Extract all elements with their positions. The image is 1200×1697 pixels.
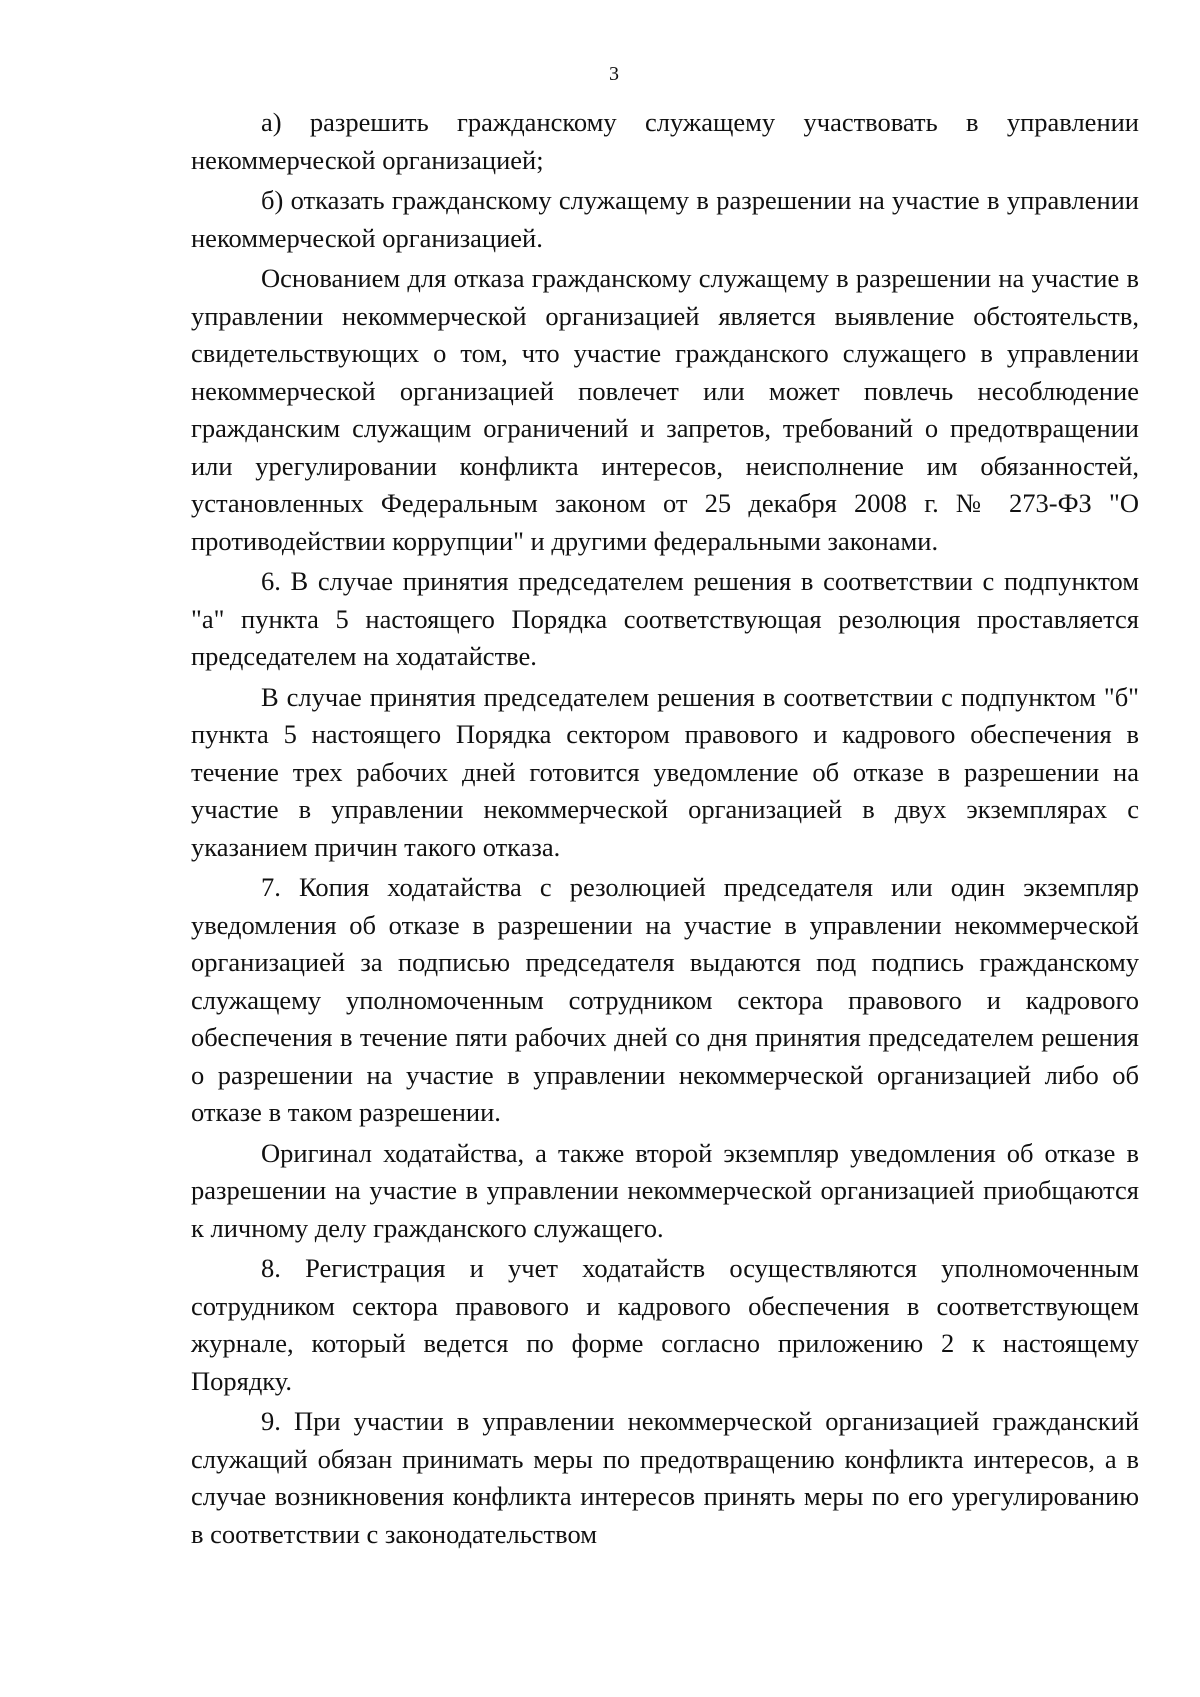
paragraph-option-b: б) отказать гражданскому служащему в разрешении на участие в управлении некоммерческой организацией. (191, 185, 1139, 253)
paragraph-refusal-grounds: Основанием для отказа гражданскому служащему в разрешении на участие в управлении некоммерческой организацией является выявление обстоятельств, свидетельствующих о том, что участие гражданского служащего в управлении некоммерческой организацией повлечет или может повлечь несоблюдение гражданским служащим ограничений и запретов, требований о предотвращении или урегулировании конфликта интересов, неисполнение им обязанностей, установленных Федеральным законом от 25 декабря 2008 г. № 273-ФЗ "О противодействии коррупции" и другими федеральными законами. (191, 263, 1139, 556)
paragraph-item-9: 9. При участии в управлении некоммерческой организацией гражданский служащий обязан принимать меры по предотвращению конфликта интересов, а в случае возникновения конфликта интересов принять меры по его урегулированию в соответствии с законодательством (191, 1406, 1139, 1549)
paragraph-option-a: а) разрешить гражданскому служащему участвовать в управлении некоммерческой организацией; (191, 107, 1139, 175)
paragraph-item-7-original: Оригинал ходатайства, а также второй экземпляр уведомления об отказе в разрешении на участие в управлении некоммерческой организацией приобщаются к личному делу гражданского служащего. (191, 1137, 1139, 1243)
document-body (191, 104, 1139, 1556)
paragraph-item-8: 8. Регистрация и учет ходатайств осуществляются уполномоченным сотрудником сектора правового и кадрового обеспечения в соответствующем журнале, который ведется по форме согласно приложению 2 к настоящему Порядку. (191, 1253, 1139, 1396)
page-number: 3 (609, 63, 619, 85)
paragraph-item-7: 7. Копия ходатайства с резолюцией председателя или один экземпляр уведомления об отказе в разрешении на участие в управлении некоммерческой организацией за подписью председателя выдаются под подпись гражданскому служащему уполномоченным сотрудником сектора правового и кадрового обеспечения в течение пяти рабочих дней со дня принятия председателем решения о разрешении на участие в управлении некоммерческой организацией либо об отказе в таком разрешении. (191, 872, 1139, 1127)
paragraph-item-6-refusal: В случае принятия председателем решения в соответствии с подпунктом "б" пункта 5 настоящего Порядка сектором правового и кадрового обеспечения в течение трех рабочих дней готовится уведомление об отказе в разрешении на участие в управлении некоммерческой организацией в двух экземплярах с указанием причин такого отказа. (191, 681, 1139, 862)
paragraph-item-6: 6. В случае принятия председателем решения в соответствии с подпунктом "а" пункта 5 настоящего Порядка соответствующая резолюция проставляется председателем на ходатайстве. (191, 566, 1139, 671)
